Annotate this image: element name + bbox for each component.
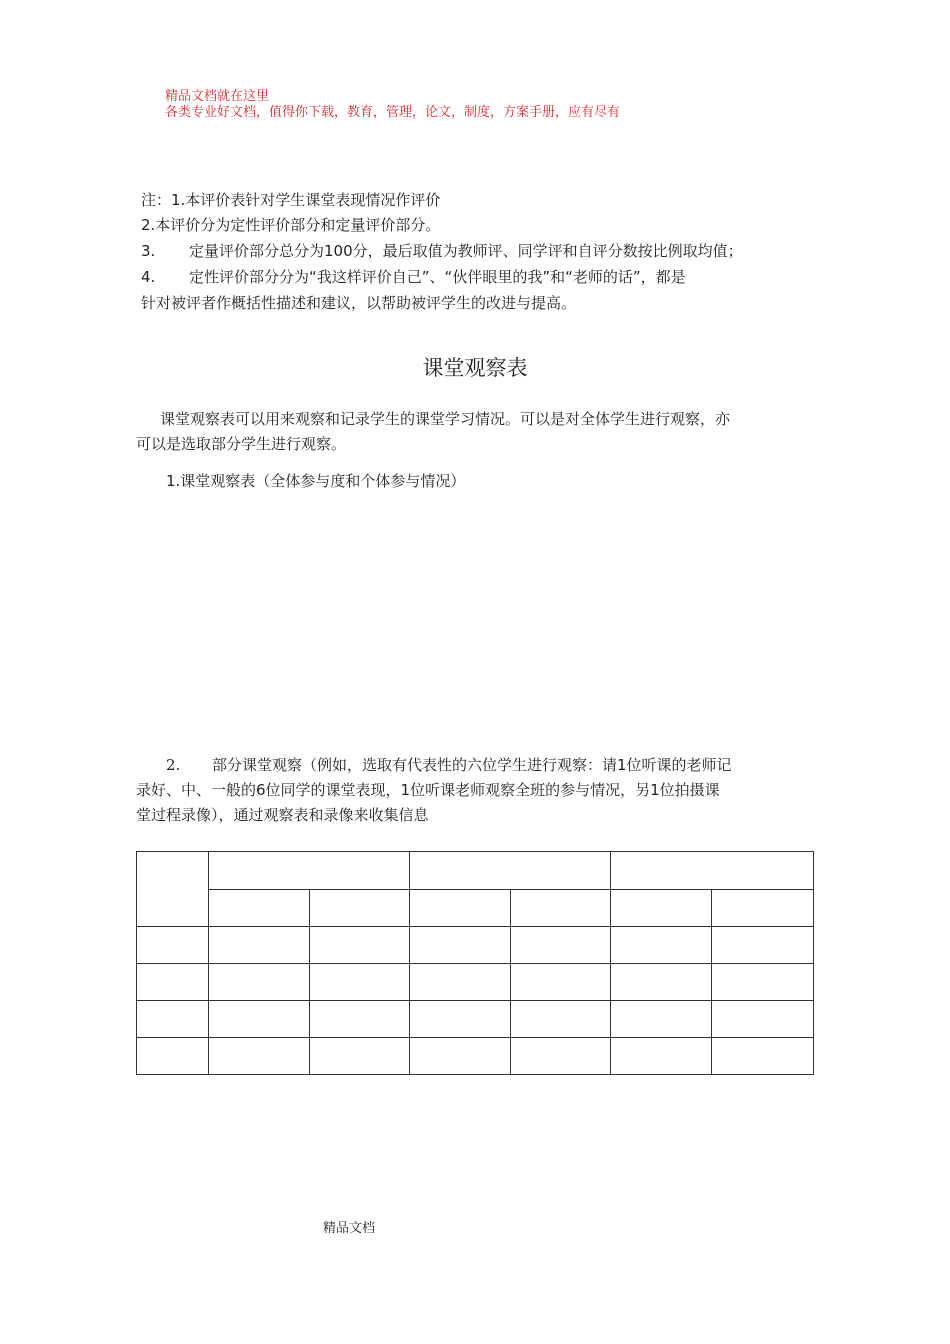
item-2-number: 2. xyxy=(166,756,181,774)
table-cell xyxy=(137,964,209,1001)
table-group-header-cell xyxy=(611,852,814,890)
table-cell xyxy=(511,964,611,1001)
note-4-number: 4. xyxy=(141,268,156,286)
table-cell xyxy=(712,890,814,927)
table-cell xyxy=(611,964,712,1001)
table-cell xyxy=(712,1001,814,1038)
table-cell xyxy=(209,1038,310,1075)
item-2-line-2: 录好、中、一般的6位同学的课堂表现，1位听课老师观察全班的参与情况，另1位拍摄课 xyxy=(136,781,720,799)
table-cell xyxy=(511,927,611,964)
table-cell xyxy=(712,964,814,1001)
table-cell xyxy=(209,964,310,1001)
table-cell xyxy=(511,1001,611,1038)
section-title: 课堂观察表 xyxy=(422,356,528,380)
table-cell xyxy=(310,1001,410,1038)
intro-line-1: 课堂观察表可以用来观察和记录学生的课堂学习情况。可以是对全体学生进行观察，亦 xyxy=(160,410,731,428)
table-group-header-cell xyxy=(209,852,410,890)
table-cell xyxy=(310,890,410,927)
item-2-line-1: 部分课堂观察（例如，选取有代表性的六位学生进行观察：请1位听课的老师记 xyxy=(212,756,732,774)
table-cell xyxy=(410,927,511,964)
table-cell xyxy=(209,927,310,964)
table-cell xyxy=(209,1001,310,1038)
table-cell xyxy=(611,1001,712,1038)
item-2-line-3: 堂过程录像），通过观察表和录像来收集信息 xyxy=(136,806,429,824)
table-cell xyxy=(410,890,511,927)
table-header-row xyxy=(137,852,814,890)
table-row xyxy=(137,1038,814,1075)
header-line-2: 各类专业好文档，值得你下载，教育，管理，论文，制度，方案手册，应有尽有 xyxy=(165,105,621,120)
note-3-number: 3. xyxy=(141,242,156,260)
note-1: 注：1.本评价表针对学生课堂表现情况作评价 xyxy=(141,191,441,209)
table-cell xyxy=(310,927,410,964)
note-3-text: 定量评价部分总分为100分，最后取值为教师评、同学评和自评分数按比例取均值； xyxy=(189,242,743,260)
table-cell xyxy=(310,964,410,1001)
table-cell xyxy=(611,890,712,927)
table-cell xyxy=(410,964,511,1001)
table-cell xyxy=(410,1038,511,1075)
table-row xyxy=(137,964,814,1001)
table-cell xyxy=(410,1001,511,1038)
table-cell xyxy=(611,1038,712,1075)
footer-text: 精品文档 xyxy=(323,1221,376,1236)
table-cell xyxy=(511,890,611,927)
table-cell xyxy=(712,927,814,964)
table-row xyxy=(137,1001,814,1038)
note-2: 2.本评价分为定性评价部分和定量评价部分。 xyxy=(141,216,441,234)
table-cell xyxy=(611,927,712,964)
table-cell xyxy=(511,1038,611,1075)
intro-line-2: 可以是选取部分学生进行观察。 xyxy=(136,435,347,453)
table-cell xyxy=(712,1038,814,1075)
table-group-header-cell xyxy=(410,852,611,890)
note-4-continued: 针对被评者作概括性描述和建议，以帮助被评学生的改进与提高。 xyxy=(141,294,577,312)
note-4-text: 定性评价部分分为“我这样评价自己”、“伙伴眼里的我”和“老师的话”，都是 xyxy=(189,268,686,286)
table-cell xyxy=(310,1038,410,1075)
item-1-heading: 1.课堂观察表（全体参与度和个体参与情况） xyxy=(166,472,466,490)
table-cell xyxy=(137,1038,209,1075)
table-cell xyxy=(209,890,310,927)
header-line-1: 精品文档就在这里 xyxy=(165,89,270,104)
observation-table xyxy=(136,851,814,1075)
table-cell xyxy=(137,1001,209,1038)
table-row xyxy=(137,927,814,964)
table-cell xyxy=(137,927,209,964)
table-corner-cell xyxy=(137,852,209,927)
table-subheader-row xyxy=(137,890,814,927)
